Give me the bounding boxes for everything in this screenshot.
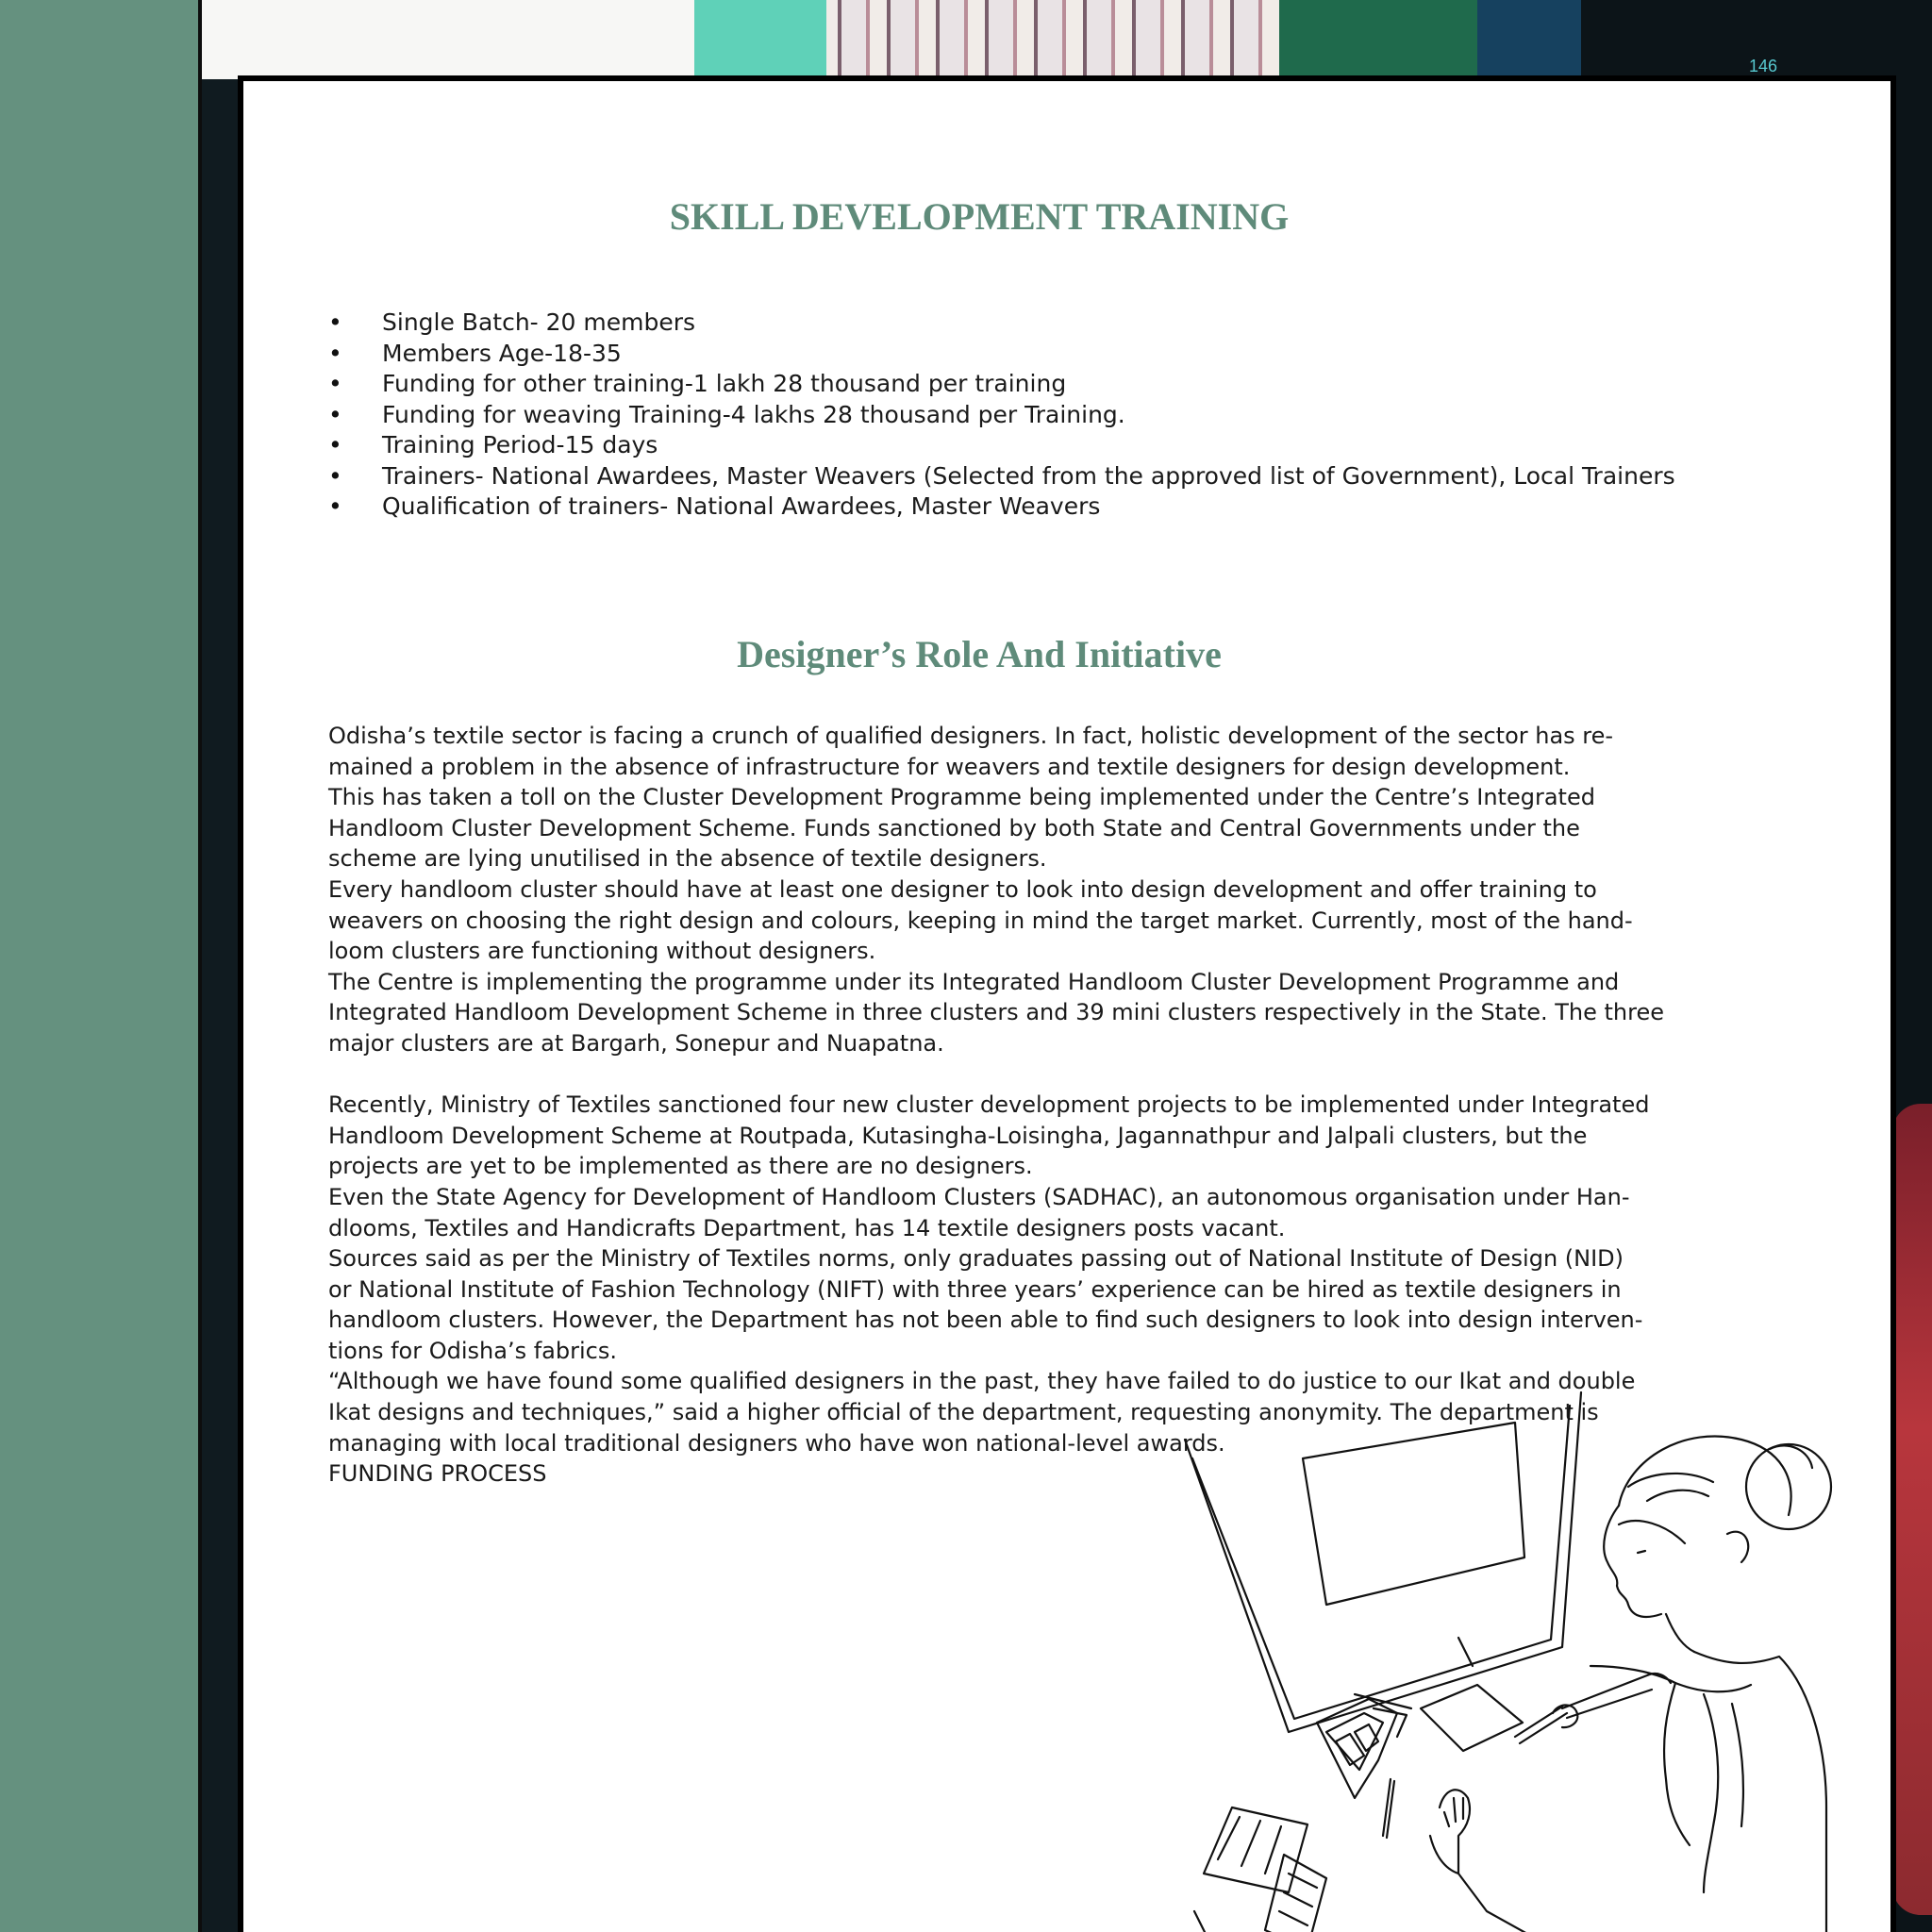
page-number: 146 (1749, 57, 1778, 75)
background-teal-wall (694, 0, 826, 85)
body-line: Ikat designs and techniques,” said a higher official of the department, requesting anonymity. The department is (328, 1399, 1599, 1426)
background-blue-cloth (1477, 0, 1581, 85)
body-line: tions for Odisha’s fabrics. (328, 1337, 617, 1364)
bullet-item: • Funding for weaving Training-4 lakhs 28 thousand per Training. (328, 400, 1630, 431)
bullet-item: • Trainers- National Awardees, Master Weavers (Selected from the approved list of Government), Local Trainers (328, 461, 1630, 492)
bullet-item: • Single Batch- 20 members (328, 308, 1630, 339)
body-line: Every handloom cluster should have at least one designer to look into design development and offer training to (328, 875, 1597, 903)
background-red-garment (1892, 1104, 1932, 1915)
body-line: loom clusters are functioning without designers. (328, 938, 876, 965)
body-line: managing with local traditional designers who have won national-level awards. (328, 1429, 1225, 1457)
left-color-band (0, 0, 202, 1932)
body-line: projects are yet to be implemented as there are no designers. (328, 1153, 1033, 1180)
bullet-item: • Members Age-18-35 (328, 339, 1630, 370)
body-line: Even the State Agency for Development of Handloom Clusters (SADHAC), an autonomous organisation under Han- (328, 1183, 1630, 1210)
body-line: handloom clusters. However, the Department has not been able to find such designers to look into design interven- (328, 1307, 1643, 1334)
body-line: major clusters are at Bargarh, Sonepur and Nuapatna. (328, 1029, 944, 1057)
body-line: mained a problem in the absence of infrastructure for weavers and textile designers for design development. (328, 753, 1571, 780)
body-line: weavers on choosing the right design and colours, keeping in mind the target market. Currently, most of the hand- (328, 907, 1633, 934)
designer-at-desk-icon (1175, 1383, 1874, 1932)
body-line: scheme are lying unutilised in the absence of textile designers. (328, 845, 1047, 873)
background-page-strip (202, 0, 696, 79)
background-green-cloth (1279, 0, 1477, 85)
body-line: Sources said as per the Ministry of Textiles norms, only graduates passing out of National Institute of Design (NID) (328, 1245, 1624, 1273)
bullet-item: • Funding for other training-1 lakh 28 thousand per training (328, 369, 1630, 400)
training-bullet-list (328, 308, 1675, 523)
section-title: SKILL DEVELOPMENT TRAINING (669, 195, 1290, 238)
body-text (328, 721, 1664, 1490)
body-line: Handloom Cluster Development Scheme. Funds sanctioned by both State and Central Governments under the (328, 814, 1580, 841)
bullet-item: • Qualification of trainers- National Awardees, Master Weavers (328, 491, 1630, 523)
body-line: Recently, Ministry of Textiles sanctioned four new cluster development projects to be implemented under Integrated (328, 1091, 1650, 1119)
document-page (238, 75, 1896, 1932)
funding-process-heading: FUNDING PROCESS (328, 1460, 547, 1488)
body-line: or National Institute of Fashion Technology (NIFT) with three years’ experience can be hired as textile designers in (328, 1275, 1622, 1303)
body-line: “Although we have found some qualified designers in the past, they have failed to do justice to our Ikat and double (328, 1368, 1636, 1395)
body-line: Odisha’s textile sector is facing a crunch of qualified designers. In fact, holistic development of the sector has re- (328, 723, 1614, 749)
body-line: dlooms, Textiles and Handicrafts Department, has 14 textile designers posts vacant. (328, 1214, 1286, 1241)
subsection-title: Designer’s Role And Initiative (737, 633, 1222, 675)
body-line: This has taken a toll on the Cluster Development Programme being implemented under the Centre’s Integrated (328, 784, 1595, 811)
paragraph-gap (328, 1059, 1630, 1091)
bullet-item: • Training Period-15 days (328, 430, 1630, 461)
body-line: Integrated Handloom Development Scheme in three clusters and 39 mini clusters respectively in the State. The three (328, 999, 1664, 1026)
body-line: The Centre is implementing the programme under its Integrated Handloom Cluster Development Programme and (328, 968, 1620, 995)
body-line: Handloom Development Scheme at Routpada, Kutasingha-Loisingha, Jagannathpur and Jalpali clusters, but the (328, 1122, 1588, 1149)
